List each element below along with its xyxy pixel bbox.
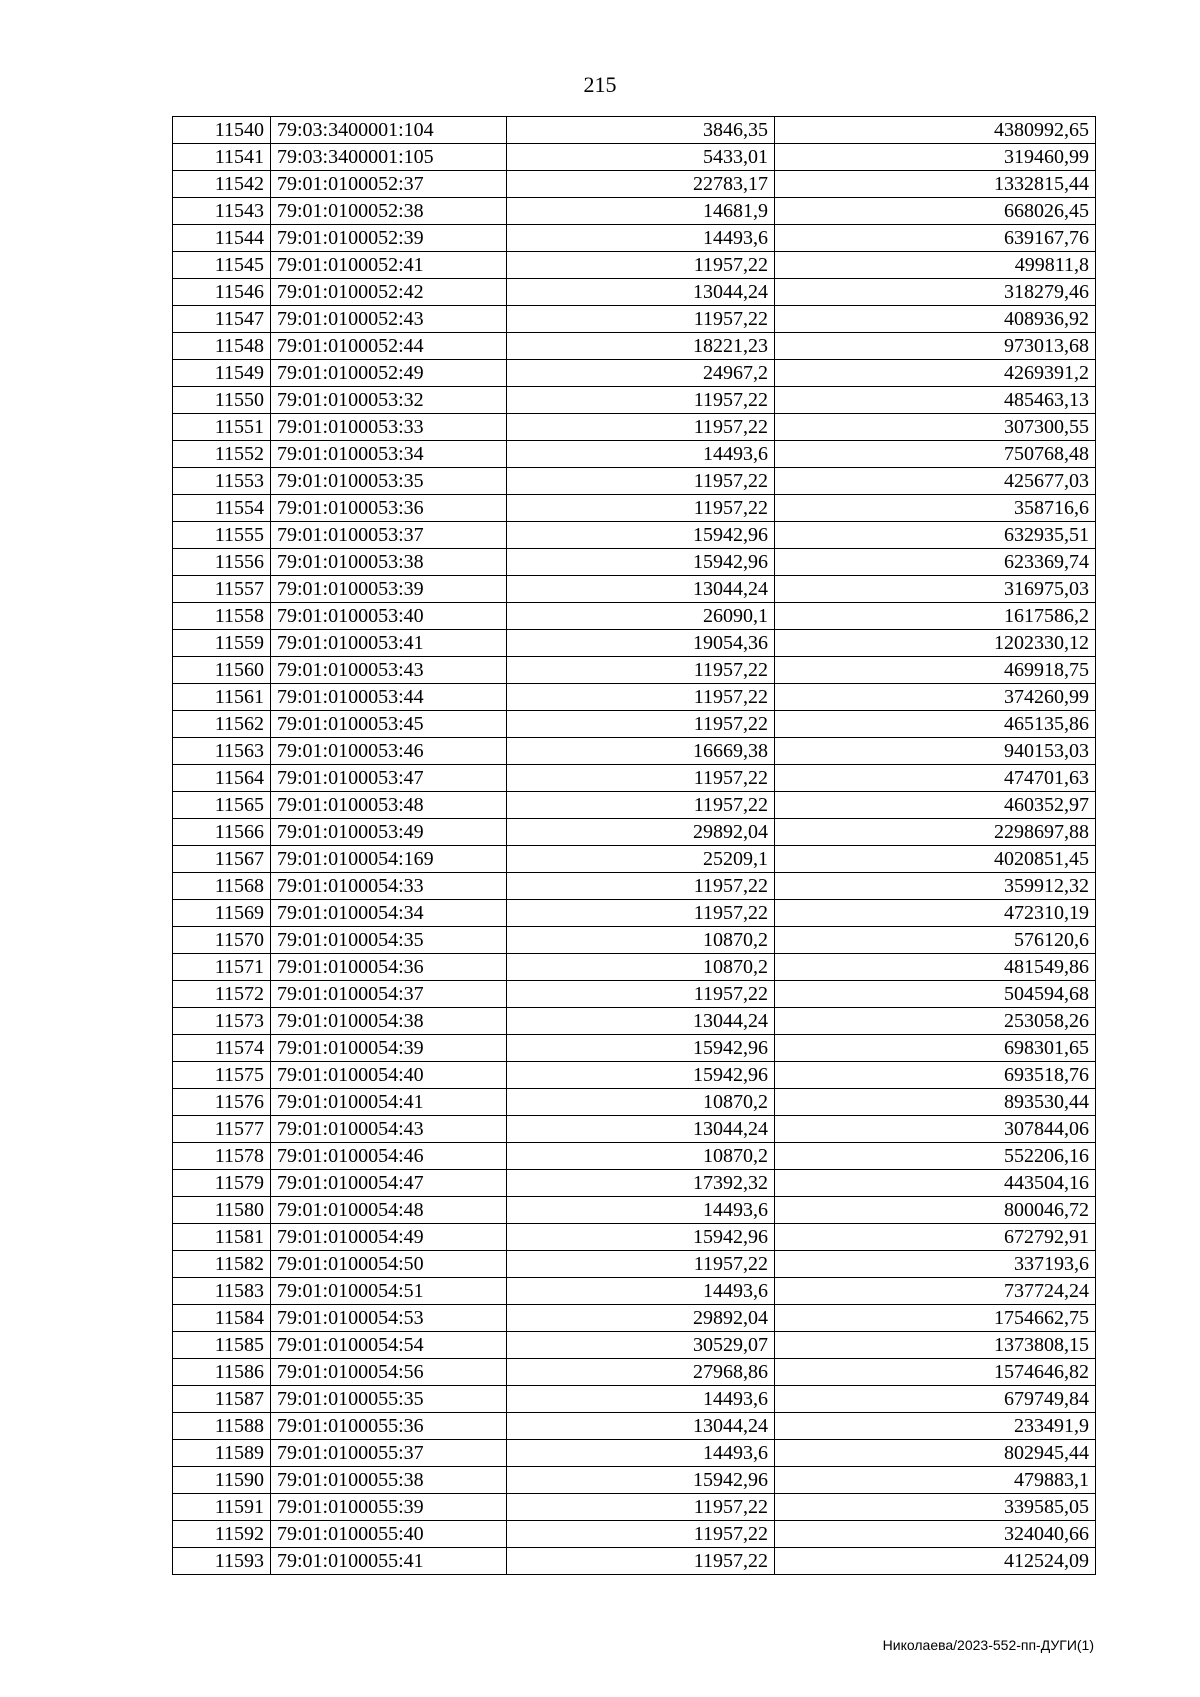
cadastral-value-cell: 940153,03 [775,738,1096,765]
cadastral-number-cell: 79:01:0100053:38 [271,549,507,576]
area-cell: 11957,22 [507,468,775,495]
area-cell: 10870,2 [507,927,775,954]
cadastral-value-cell: 576120,6 [775,927,1096,954]
cadastral-value-cell: 443504,16 [775,1170,1096,1197]
cadastral-value-cell: 469918,75 [775,657,1096,684]
table-row [173,630,1096,657]
table-row [173,1008,1096,1035]
table-row [173,198,1096,225]
table-row [173,738,1096,765]
cadastral-number-cell: 79:01:0100054:39 [271,1035,507,1062]
cadastral-value-cell: 4380992,65 [775,117,1096,144]
cadastral-value-cell: 1574646,82 [775,1359,1096,1386]
cadastral-value-cell: 324040,66 [775,1521,1096,1548]
row-number-cell: 11559 [173,630,271,657]
cadastral-value-cell: 412524,09 [775,1548,1096,1575]
table-row [173,468,1096,495]
area-cell: 25209,1 [507,846,775,873]
area-cell: 11957,22 [507,387,775,414]
cadastral-number-cell: 79:01:0100053:40 [271,603,507,630]
area-cell: 15942,96 [507,1224,775,1251]
cadastral-number-cell: 79:01:0100054:43 [271,1116,507,1143]
cadastral-number-cell: 79:01:0100054:40 [271,1062,507,1089]
cadastral-value-cell: 359912,32 [775,873,1096,900]
table-row [173,684,1096,711]
cadastral-value-cell: 233491,9 [775,1413,1096,1440]
area-cell: 11957,22 [507,711,775,738]
cadastral-number-cell: 79:01:0100053:39 [271,576,507,603]
row-number-cell: 11592 [173,1521,271,1548]
row-number-cell: 11575 [173,1062,271,1089]
row-number-cell: 11560 [173,657,271,684]
area-cell: 14493,6 [507,1440,775,1467]
row-number-cell: 11541 [173,144,271,171]
area-cell: 15942,96 [507,1035,775,1062]
cadastral-value-cell: 479883,1 [775,1467,1096,1494]
row-number-cell: 11553 [173,468,271,495]
table-row [173,144,1096,171]
row-number-cell: 11593 [173,1548,271,1575]
table-row [173,1251,1096,1278]
cadastral-number-cell: 79:01:0100054:35 [271,927,507,954]
cadastral-value-cell: 337193,6 [775,1251,1096,1278]
area-cell: 11957,22 [507,495,775,522]
area-cell: 11957,22 [507,765,775,792]
row-number-cell: 11568 [173,873,271,900]
area-cell: 18221,23 [507,333,775,360]
cadastral-value-cell: 4020851,45 [775,846,1096,873]
row-number-cell: 11540 [173,117,271,144]
table-row [173,360,1096,387]
cadastral-number-cell: 79:01:0100052:39 [271,225,507,252]
row-number-cell: 11591 [173,1494,271,1521]
area-cell: 13044,24 [507,1008,775,1035]
area-cell: 11957,22 [507,1521,775,1548]
row-number-cell: 11558 [173,603,271,630]
area-cell: 3846,35 [507,117,775,144]
cadastral-value-cell: 318279,46 [775,279,1096,306]
area-cell: 13044,24 [507,576,775,603]
cadastral-number-cell: 79:03:3400001:104 [271,117,507,144]
cadastral-number-cell: 79:01:0100053:34 [271,441,507,468]
table-row [173,603,1096,630]
area-cell: 11957,22 [507,792,775,819]
cadastral-number-cell: 79:01:0100052:42 [271,279,507,306]
area-cell: 15942,96 [507,1467,775,1494]
cadastral-number-cell: 79:01:0100052:43 [271,306,507,333]
row-number-cell: 11577 [173,1116,271,1143]
row-number-cell: 11580 [173,1197,271,1224]
row-number-cell: 11570 [173,927,271,954]
cadastral-number-cell: 79:01:0100054:50 [271,1251,507,1278]
cadastral-value-cell: 693518,76 [775,1062,1096,1089]
cadastral-value-cell: 973013,68 [775,333,1096,360]
cadastral-value-cell: 481549,86 [775,954,1096,981]
cadastral-number-cell: 79:01:0100052:38 [271,198,507,225]
area-cell: 14493,6 [507,225,775,252]
cadastral-value-cell: 552206,16 [775,1143,1096,1170]
cadastral-value-cell: 800046,72 [775,1197,1096,1224]
cadastral-number-cell: 79:01:0100053:35 [271,468,507,495]
cadastral-number-cell: 79:01:0100053:45 [271,711,507,738]
area-cell: 11957,22 [507,252,775,279]
area-cell: 10870,2 [507,1089,775,1116]
area-cell: 15942,96 [507,1062,775,1089]
cadastral-value-cell: 1617586,2 [775,603,1096,630]
cadastral-value-cell: 319460,99 [775,144,1096,171]
cadastral-value-cell: 639167,76 [775,225,1096,252]
row-number-cell: 11542 [173,171,271,198]
cadastral-number-cell: 79:01:0100054:56 [271,1359,507,1386]
table-row [173,252,1096,279]
table-row [173,1332,1096,1359]
row-number-cell: 11574 [173,1035,271,1062]
cadastral-value-cell: 750768,48 [775,441,1096,468]
cadastral-number-cell: 79:01:0100053:36 [271,495,507,522]
area-cell: 11957,22 [507,1548,775,1575]
table-row [173,1170,1096,1197]
row-number-cell: 11556 [173,549,271,576]
cadastral-value-cell: 474701,63 [775,765,1096,792]
table-row [173,171,1096,198]
table-row [173,873,1096,900]
row-number-cell: 11550 [173,387,271,414]
row-number-cell: 11563 [173,738,271,765]
cadastral-number-cell: 79:01:0100053:43 [271,657,507,684]
cadastral-value-cell: 472310,19 [775,900,1096,927]
table-row [173,1305,1096,1332]
cadastral-value-cell: 4269391,2 [775,360,1096,387]
page-number: 215 [583,72,617,97]
area-cell: 19054,36 [507,630,775,657]
area-cell: 14493,6 [507,441,775,468]
area-cell: 14493,6 [507,1386,775,1413]
area-cell: 11957,22 [507,414,775,441]
table-row [173,1035,1096,1062]
cadastral-number-cell: 79:01:0100053:48 [271,792,507,819]
cadastral-value-cell: 623369,74 [775,549,1096,576]
table-row [173,981,1096,1008]
row-number-cell: 11554 [173,495,271,522]
cadastral-number-cell: 79:01:0100054:41 [271,1089,507,1116]
cadastral-value-cell: 1202330,12 [775,630,1096,657]
area-cell: 30529,07 [507,1332,775,1359]
cadastral-number-cell: 79:01:0100054:33 [271,873,507,900]
row-number-cell: 11546 [173,279,271,306]
row-number-cell: 11551 [173,414,271,441]
row-number-cell: 11578 [173,1143,271,1170]
cadastral-value-cell: 2298697,88 [775,819,1096,846]
table-row [173,387,1096,414]
row-number-cell: 11569 [173,900,271,927]
area-cell: 15942,96 [507,549,775,576]
table-row [173,441,1096,468]
table-row [173,819,1096,846]
table-row [173,1386,1096,1413]
area-cell: 11957,22 [507,657,775,684]
table-row [173,792,1096,819]
row-number-cell: 11572 [173,981,271,1008]
area-cell: 11957,22 [507,873,775,900]
row-number-cell: 11584 [173,1305,271,1332]
row-number-cell: 11565 [173,792,271,819]
table-row [173,1548,1096,1575]
area-cell: 14493,6 [507,1278,775,1305]
cadastral-value-cell: 679749,84 [775,1386,1096,1413]
area-cell: 5433,01 [507,144,775,171]
area-cell: 11957,22 [507,684,775,711]
cadastral-value-cell: 374260,99 [775,684,1096,711]
table-row [173,657,1096,684]
cadastral-value-cell: 253058,26 [775,1008,1096,1035]
table-row [173,1359,1096,1386]
area-cell: 26090,1 [507,603,775,630]
cadastral-number-cell: 79:01:0100054:34 [271,900,507,927]
cadastral-value-cell: 499811,8 [775,252,1096,279]
row-number-cell: 11566 [173,819,271,846]
table-row [173,1521,1096,1548]
row-number-cell: 11555 [173,522,271,549]
cadastral-value-cell: 1373808,15 [775,1332,1096,1359]
cadastral-number-cell: 79:01:0100053:33 [271,414,507,441]
area-cell: 14681,9 [507,198,775,225]
table-row [173,414,1096,441]
table-row [173,927,1096,954]
table-row [173,1467,1096,1494]
row-number-cell: 11552 [173,441,271,468]
table-row [173,495,1096,522]
cadastral-value-cell: 737724,24 [775,1278,1096,1305]
cadastral-number-cell: 79:01:0100053:44 [271,684,507,711]
cadastral-value-cell: 698301,65 [775,1035,1096,1062]
cadastral-value-table [172,116,1096,1575]
table-row [173,1143,1096,1170]
cadastral-number-cell: 79:01:0100055:40 [271,1521,507,1548]
area-cell: 16669,38 [507,738,775,765]
row-number-cell: 11547 [173,306,271,333]
table-row [173,900,1096,927]
cadastral-value-cell: 1332815,44 [775,171,1096,198]
cadastral-value-cell: 316975,03 [775,576,1096,603]
cadastral-value-cell: 358716,6 [775,495,1096,522]
cadastral-number-cell: 79:01:0100054:36 [271,954,507,981]
table-row [173,954,1096,981]
area-cell: 11957,22 [507,1251,775,1278]
cadastral-number-cell: 79:01:0100052:44 [271,333,507,360]
area-cell: 29892,04 [507,1305,775,1332]
table-row [173,279,1096,306]
cadastral-number-cell: 79:01:0100053:41 [271,630,507,657]
area-cell: 27968,86 [507,1359,775,1386]
cadastral-number-cell: 79:01:0100054:47 [271,1170,507,1197]
table-row [173,117,1096,144]
cadastral-number-cell: 79:01:0100054:49 [271,1224,507,1251]
table-row [173,1116,1096,1143]
table-row [173,1089,1096,1116]
area-cell: 24967,2 [507,360,775,387]
row-number-cell: 11544 [173,225,271,252]
cadastral-number-cell: 79:01:0100055:36 [271,1413,507,1440]
row-number-cell: 11564 [173,765,271,792]
cadastral-value-cell: 339585,05 [775,1494,1096,1521]
table-row [173,1413,1096,1440]
row-number-cell: 11571 [173,954,271,981]
cadastral-number-cell: 79:01:0100054:37 [271,981,507,1008]
cadastral-value-cell: 460352,97 [775,792,1096,819]
cadastral-value-cell: 632935,51 [775,522,1096,549]
row-number-cell: 11579 [173,1170,271,1197]
row-number-cell: 11543 [173,198,271,225]
area-cell: 13044,24 [507,1116,775,1143]
cadastral-number-cell: 79:03:3400001:105 [271,144,507,171]
cadastral-number-cell: 79:01:0100055:39 [271,1494,507,1521]
area-cell: 13044,24 [507,279,775,306]
table-row [173,1278,1096,1305]
cadastral-value-cell: 408936,92 [775,306,1096,333]
area-cell: 13044,24 [507,1413,775,1440]
area-cell: 14493,6 [507,1197,775,1224]
row-number-cell: 11588 [173,1413,271,1440]
row-number-cell: 11573 [173,1008,271,1035]
cadastral-number-cell: 79:01:0100052:49 [271,360,507,387]
cadastral-value-cell: 504594,68 [775,981,1096,1008]
cadastral-value-cell: 465135,86 [775,711,1096,738]
row-number-cell: 11557 [173,576,271,603]
cadastral-value-cell: 307844,06 [775,1116,1096,1143]
row-number-cell: 11585 [173,1332,271,1359]
area-cell: 15942,96 [507,522,775,549]
cadastral-value-cell: 1754662,75 [775,1305,1096,1332]
table-row [173,765,1096,792]
row-number-cell: 11586 [173,1359,271,1386]
cadastral-number-cell: 79:01:0100055:41 [271,1548,507,1575]
row-number-cell: 11582 [173,1251,271,1278]
row-number-cell: 11590 [173,1467,271,1494]
cadastral-number-cell: 79:01:0100052:41 [271,252,507,279]
cadastral-value-cell: 485463,13 [775,387,1096,414]
table-row [173,846,1096,873]
table-row [173,711,1096,738]
row-number-cell: 11548 [173,333,271,360]
cadastral-value-cell: 307300,55 [775,414,1096,441]
row-number-cell: 11581 [173,1224,271,1251]
cadastral-value-cell: 802945,44 [775,1440,1096,1467]
area-cell: 10870,2 [507,954,775,981]
cadastral-number-cell: 79:01:0100053:32 [271,387,507,414]
area-cell: 11957,22 [507,1494,775,1521]
cadastral-number-cell: 79:01:0100054:53 [271,1305,507,1332]
cadastral-number-cell: 79:01:0100053:49 [271,819,507,846]
table-row [173,1062,1096,1089]
area-cell: 11957,22 [507,306,775,333]
cadastral-number-cell: 79:01:0100054:38 [271,1008,507,1035]
cadastral-number-cell: 79:01:0100054:48 [271,1197,507,1224]
row-number-cell: 11549 [173,360,271,387]
row-number-cell: 11567 [173,846,271,873]
table-row [173,576,1096,603]
table-row [173,1197,1096,1224]
cadastral-number-cell: 79:01:0100054:169 [271,846,507,873]
area-cell: 11957,22 [507,981,775,1008]
cadastral-number-cell: 79:01:0100054:54 [271,1332,507,1359]
row-number-cell: 11561 [173,684,271,711]
table-row [173,225,1096,252]
table-row [173,1440,1096,1467]
document-reference: Николаева/2023-552-пп-ДУГИ(1) [882,1637,1094,1653]
cadastral-value-cell: 425677,03 [775,468,1096,495]
row-number-cell: 11587 [173,1386,271,1413]
cadastral-number-cell: 79:01:0100054:46 [271,1143,507,1170]
cadastral-number-cell: 79:01:0100053:46 [271,738,507,765]
cadastral-value-cell: 893530,44 [775,1089,1096,1116]
cadastral-number-cell: 79:01:0100054:51 [271,1278,507,1305]
area-cell: 10870,2 [507,1143,775,1170]
area-cell: 29892,04 [507,819,775,846]
row-number-cell: 11545 [173,252,271,279]
table-body [173,117,1096,1575]
area-cell: 22783,17 [507,171,775,198]
cadastral-number-cell: 79:01:0100055:35 [271,1386,507,1413]
area-cell: 11957,22 [507,900,775,927]
table-row [173,1224,1096,1251]
table-row [173,1494,1096,1521]
cadastral-number-cell: 79:01:0100055:38 [271,1467,507,1494]
cadastral-number-cell: 79:01:0100052:37 [271,171,507,198]
cadastral-number-cell: 79:01:0100053:47 [271,765,507,792]
table-row [173,522,1096,549]
row-number-cell: 11589 [173,1440,271,1467]
row-number-cell: 11576 [173,1089,271,1116]
table-row [173,333,1096,360]
row-number-cell: 11583 [173,1278,271,1305]
cadastral-value-cell: 668026,45 [775,198,1096,225]
table-row [173,549,1096,576]
cadastral-number-cell: 79:01:0100055:37 [271,1440,507,1467]
cadastral-number-cell: 79:01:0100053:37 [271,522,507,549]
row-number-cell: 11562 [173,711,271,738]
cadastral-value-cell: 672792,91 [775,1224,1096,1251]
table-row [173,306,1096,333]
area-cell: 17392,32 [507,1170,775,1197]
